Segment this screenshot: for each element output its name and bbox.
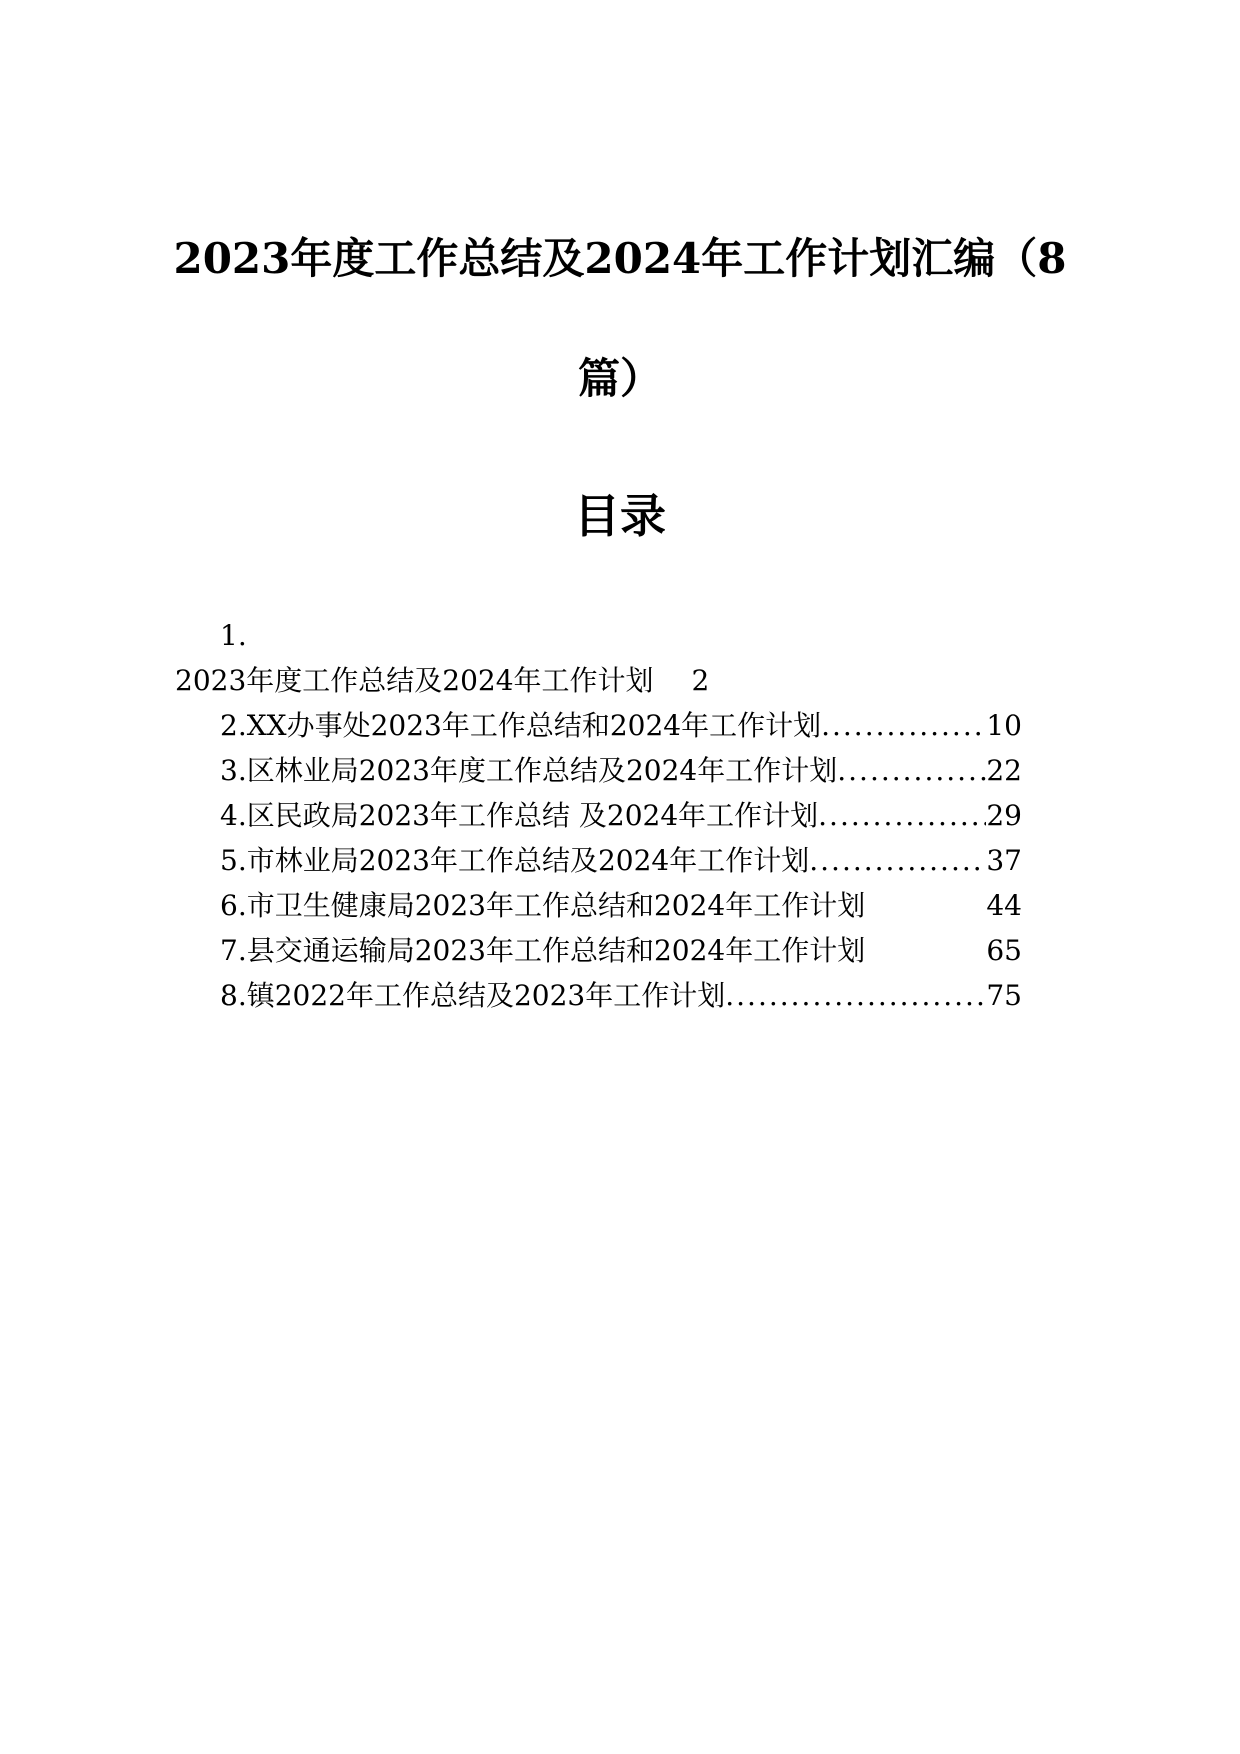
- toc-entry-7[interactable]: [220, 931, 1022, 971]
- document-title-line-2: 篇）: [577, 354, 662, 403]
- toc-entry-6-title: 市卫生健康局2023年工作总结和2024年工作计划: [246, 889, 866, 922]
- toc-entry-4[interactable]: [220, 796, 1022, 836]
- toc-entry-3-title: 区林业局2023年度工作总结及2024年工作计划: [246, 754, 838, 787]
- toc-entry-8[interactable]: [220, 976, 1022, 1016]
- toc-entry-6-page: 44: [986, 889, 1022, 922]
- toc-entry-1-number: 1.: [220, 619, 247, 652]
- toc-entry-8-number: 8.: [220, 979, 247, 1012]
- toc-entry-8-leader: [725, 976, 986, 1016]
- toc-entry-5-page: 37: [986, 844, 1022, 877]
- toc-entry-7-page: 65: [986, 934, 1022, 967]
- toc-entry-7-number: 7.: [220, 934, 247, 967]
- toc-entry-2-leader: [821, 706, 986, 746]
- toc-entry-7-title: 县交通运输局2023年工作总结和2024年工作计划: [246, 934, 866, 967]
- toc-entry-5-title: 市林业局2023年工作总结及2024年工作计划: [246, 844, 810, 877]
- toc-entry-1-title: 2023年度工作总结及2024年工作计划: [175, 664, 654, 697]
- toc-entry-4-leader: [818, 796, 986, 836]
- toc-entry-2-number: 2.: [220, 709, 247, 742]
- document-title-line-1: 2023年度工作总结及2024年工作计划汇编（8: [173, 234, 1067, 283]
- toc-entry-4-page: 29: [986, 799, 1022, 832]
- toc-entry-5-number: 5.: [220, 844, 247, 877]
- toc-entry-6[interactable]: [220, 886, 1022, 926]
- toc-entry-8-page: 75: [986, 979, 1022, 1012]
- toc-entry-2-page: 10: [986, 709, 1022, 742]
- toc-entry-2-title: XX办事处2023年工作总结和2024年工作计划: [246, 709, 822, 742]
- toc-entry-3-page: 22: [986, 754, 1022, 787]
- toc-entry-2[interactable]: [220, 706, 1022, 746]
- toc-heading: 目录: [574, 489, 666, 543]
- toc-entry-1[interactable]: [175, 661, 795, 701]
- toc-entry-4-number: 4.: [220, 799, 247, 832]
- toc-entry-3-leader: [837, 751, 986, 791]
- toc-entry-8-title: 镇2022年工作总结及2023年工作计划: [246, 979, 726, 1012]
- toc-entry-5-leader: [809, 841, 986, 881]
- toc-entry-5[interactable]: [220, 841, 1022, 881]
- toc-entry-3[interactable]: [220, 751, 1022, 791]
- toc-entry-3-number: 3.: [220, 754, 247, 787]
- toc-entry-1-page: 2: [691, 664, 710, 697]
- toc-entry-4-title: 区民政局2023年工作总结 及2024年工作计划: [246, 799, 819, 832]
- toc-entry-6-number: 6.: [220, 889, 247, 922]
